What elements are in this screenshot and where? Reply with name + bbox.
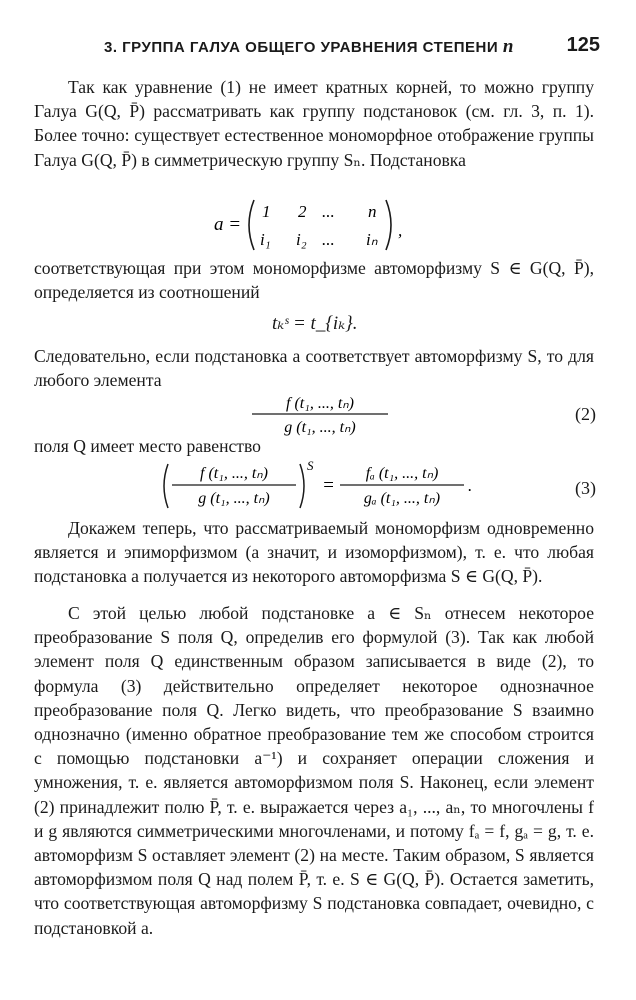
equation-2-label: (2) xyxy=(575,404,596,424)
eq3-trailing: . xyxy=(468,476,473,495)
paragraph-5: Докажем теперь, что рассматриваемый мономорфизм одновременно является и эпиморфизмом (а значит, и изоморфизмом), т. е. что любая подстановка a получается из некоторого автоморфизма S ∈ G(Q, P̄). xyxy=(34,518,594,587)
eq3-power: S xyxy=(307,458,314,473)
perm-top-2: 2 xyxy=(298,202,307,221)
running-title-variable: n xyxy=(502,36,514,57)
permutation-trailing: , xyxy=(398,221,403,240)
paragraph-3: Следовательно, если подстановка a соответствует автоморфизму S, то для любого элемента xyxy=(34,346,594,391)
element-numerator: f (t₁, ..., tₙ) xyxy=(286,395,354,412)
perm-top-1: 1 xyxy=(262,202,271,221)
equation-3 xyxy=(160,458,480,514)
paragraph-4: поля Q имеет место равенство xyxy=(34,436,261,456)
running-title: 3. ГРУППА ГАЛУА ОБЩЕГО УРАВНЕНИЯ СТЕПЕНИ n xyxy=(104,36,514,57)
eq3-equals: = xyxy=(322,475,335,496)
element-formula xyxy=(250,392,390,440)
page-number: 125 xyxy=(566,34,600,56)
eq3-lhs-numerator: f (t₁, ..., tₙ) xyxy=(200,465,268,482)
perm-top-4: n xyxy=(368,202,377,221)
paragraph-2: соответствующая при этом мономорфизме автоморфизму S ∈ G(Q, P̄), определяется из соотношений xyxy=(34,258,594,303)
perm-bottom-2: i₂ xyxy=(296,230,307,249)
perm-bottom-4: iₙ xyxy=(366,230,378,249)
element-denominator: g (t₁, ..., tₙ) xyxy=(284,419,356,436)
eq3-rhs-denominator: gₐ (t₁, ..., tₙ) xyxy=(363,490,441,507)
relation-formula: tₖˢ = t_{iₖ}. xyxy=(272,313,358,334)
perm-bottom-3: ... xyxy=(322,230,335,249)
eq3-rhs-numerator: fₐ (t₁, ..., tₙ) xyxy=(365,465,439,482)
permutation-formula xyxy=(214,196,424,254)
perm-bottom-1: i₁ xyxy=(260,230,271,249)
perm-top-3: ... xyxy=(322,202,335,221)
paragraph-1: Так как уравнение (1) не имеет кратных корней, то можно группу Галуа G(Q, P̄) рассматривать как группу подстановок (см. гл. 3, п. 1). Более точно: существует естественное мономорфное отображение группы Галуа G(Q, P̄) в симметрическую группу Sₙ. Подстановка xyxy=(34,77,594,170)
permutation-lhs: a = xyxy=(214,214,242,235)
paragraph-6: С этой целью любой подстановке a ∈ Sₙ отнесем некоторое преобразование S поля Q, определив его формулой (3). Так как любой элемент поля Q единственным образом записывается в виде (2), то формула (3) действительно определяет некоторое однозначное преобразование поля Q. Легко видеть, что преобразование S взаимно однозначно (именно обратное преобразование тем же способом строится с помощью подстановки a⁻¹) и сохраняет операции сложения и умножения, т. е. является автоморфизмом поля S. Наконец, если элемент (2) принадлежит полю P̄, т. е. выражается через a₁, ..., aₙ, то многочлены f и g являются симметрическими многочленами, и потому fₐ = f, gₐ = g, т. е. автоморфизм S оставляет элемент (2) на месте. Таким образом, S является автоморфизмом поля Q над полем P̄, т. е. S ∈ G(Q, P̄). Остается заметить, что соответствующая автоморфизму S подстановка совпадает, очевидно, с подстановкой a. xyxy=(34,603,594,938)
equation-3-label: (3) xyxy=(575,478,596,498)
eq3-lhs-denominator: g (t₁, ..., tₙ) xyxy=(198,490,270,507)
page-header xyxy=(104,34,600,58)
